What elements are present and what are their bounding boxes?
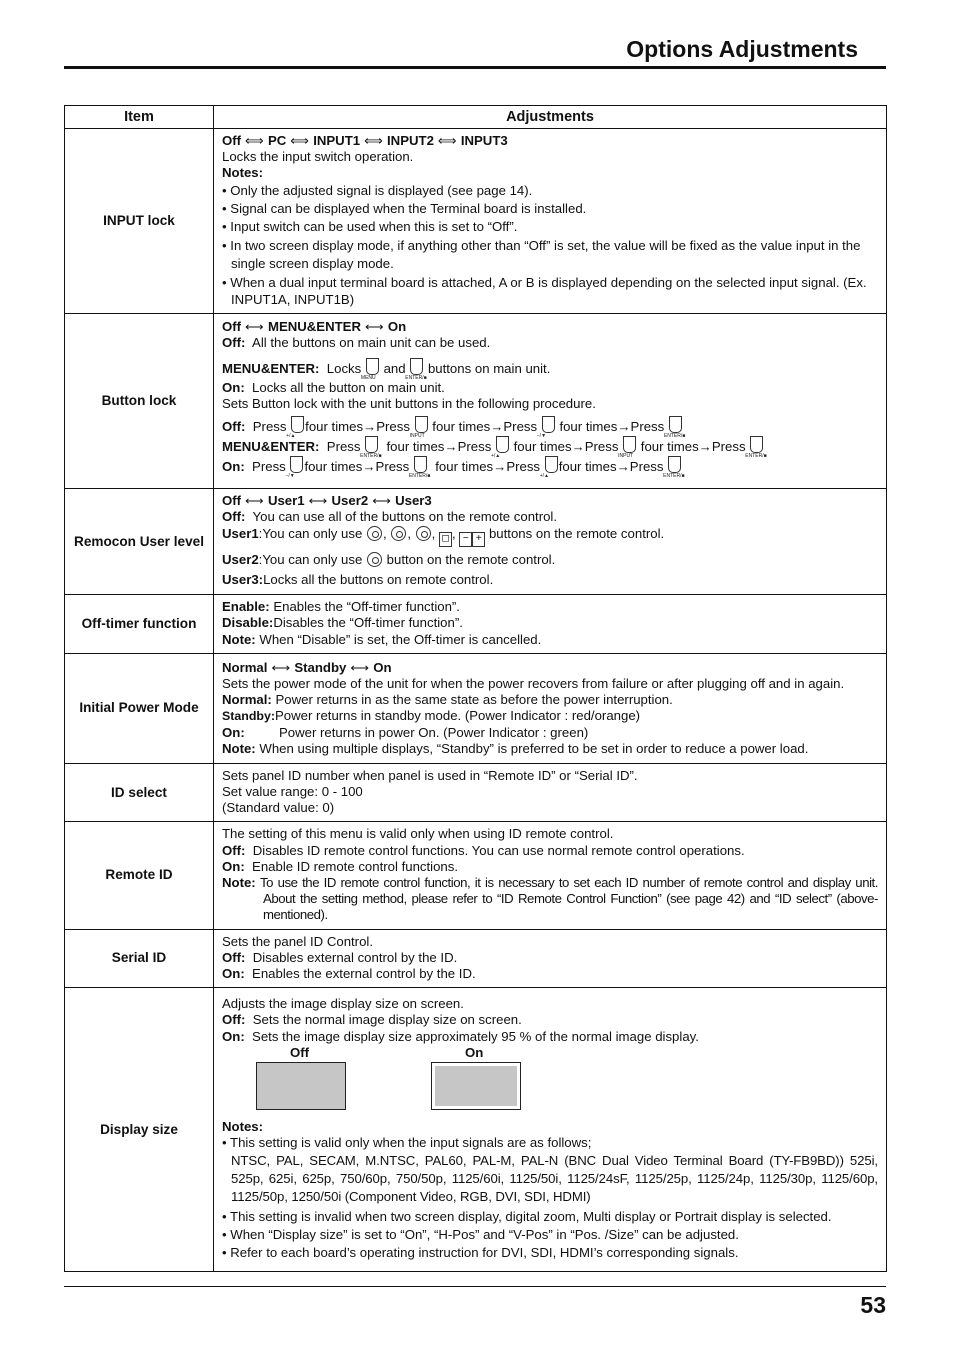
label: MENU&ENTER: <box>222 360 320 376</box>
double-arrow-icon: ⟺ <box>245 133 264 148</box>
input-button-icon: INPUT <box>415 416 428 433</box>
label: Normal: <box>222 692 272 708</box>
plus-button-icon: +/▲ <box>545 456 558 473</box>
text: four times→Press <box>305 419 410 435</box>
text: Disables external control by the ID. <box>252 949 458 965</box>
standby-line <box>222 708 878 724</box>
table-row <box>65 595 887 654</box>
item-serial-id: Serial ID <box>65 929 214 988</box>
text: Press <box>252 419 287 435</box>
adjust-remocon-user-level <box>214 489 887 595</box>
long-arrow-icon: ⟷ <box>350 659 370 675</box>
enter-button-icon: ENTER/■ <box>365 436 378 453</box>
item-display-size: Display size <box>65 988 214 1272</box>
long-arrow-icon: ⟷ <box>245 319 264 335</box>
text: button on the remote control. <box>386 551 556 567</box>
option: INPUT1 <box>313 133 361 148</box>
option-sequence <box>222 493 878 509</box>
enter-button-icon: ENTER/■ <box>668 456 681 473</box>
table-row <box>65 929 887 988</box>
long-arrow-icon: ⟷ <box>372 493 392 509</box>
enter-button-icon: ENTER/■ <box>750 436 763 453</box>
text: four times→Press <box>559 419 665 435</box>
minus-button-icon: −/▼ <box>542 416 555 433</box>
text: Sets the normal image display size on screen. <box>252 1012 522 1028</box>
description: Locks the input switch operation. <box>222 149 414 165</box>
minus-button-icon: −/▼ <box>290 456 303 473</box>
label: Note: <box>222 875 256 891</box>
long-arrow-icon: ⟷ <box>245 493 264 509</box>
off-line <box>222 509 878 525</box>
note-item: • This setting is valid only when the input signals are as follows; <box>222 1135 592 1151</box>
label: On: <box>222 724 245 740</box>
double-arrow-icon: ⟺ <box>290 133 310 148</box>
footer-rule <box>64 1286 886 1287</box>
label: User1 <box>222 525 259 541</box>
text: To use the ID remote control function, it is necessary to set each ID number of remote control and display unit. About the setting method, please refer to “ID Remote Control Function” (see page 42) and “ID select” (above-mentioned). <box>260 875 878 923</box>
text: Sets the image display size approximately 95 % of the normal image display. <box>252 1028 699 1044</box>
option: User3 <box>395 493 432 509</box>
user3-line <box>222 572 878 588</box>
text-line: Sets panel ID number when panel is used in “Remote ID” or “Serial ID”. <box>222 767 638 783</box>
option: INPUT2 <box>387 133 434 148</box>
label: User3: <box>222 571 264 587</box>
option: INPUT3 <box>460 133 508 148</box>
label: On: <box>222 966 245 982</box>
adjust-off-timer <box>214 595 887 654</box>
item-column-header: Item <box>65 106 214 129</box>
option: On <box>373 659 392 675</box>
text-line: The setting of this menu is valid only when using ID remote control. <box>222 826 614 842</box>
text: Enables the “Off-timer function”. <box>273 599 460 615</box>
on-line <box>222 859 878 875</box>
signal-list: NTSC, PAL, SECAM, M.NTSC, PAL60, PAL-M, PAL-N (BNC Dual Video Terminal Board (TY-FB9BD)) 525i, 525p, 625i, 625p, 750/60p, 750/50p, 1125/60i, 1125/50i, 1125/24sF, 1125/25p, 1125/24p, 1125/30p, 1125/60p, 1125/50p, 1250/50i (Component Video, RGB, DVI, SDI, HDMI) <box>231 1153 878 1205</box>
note-item: • Only the adjusted signal is displayed (see page 14). <box>222 182 533 198</box>
user1-line: User1:You can only use , , , ◻ , − + buttons on the remote control. <box>222 526 878 552</box>
long-arrow-icon: ⟷ <box>308 493 328 509</box>
label: Off: <box>222 842 246 858</box>
table-row <box>65 314 887 489</box>
label: Disable: <box>222 615 274 631</box>
text: buttons on the remote control. <box>488 525 665 541</box>
option: Off <box>222 493 242 509</box>
enter-button-icon: ENTER/■ <box>669 416 682 433</box>
option: MENU&ENTER <box>267 319 361 335</box>
off-line <box>222 843 878 859</box>
adjust-remote-id <box>214 822 887 929</box>
label: Off: <box>222 335 246 351</box>
screen-reduced-size <box>431 1062 521 1110</box>
table-row <box>65 988 887 1272</box>
plus-button-icon: +/▲ <box>496 436 509 453</box>
adjust-initial-power-mode <box>214 653 887 763</box>
text: You can use all of the buttons on the remote control. <box>252 509 558 525</box>
text: four times→Press <box>435 459 541 475</box>
text: four times→Press <box>432 419 538 435</box>
on-line <box>222 380 878 396</box>
aspect-button-icon: ◻ <box>439 532 452 547</box>
item-remote-id: Remote ID <box>65 822 214 929</box>
text: Power returns in as the same state as before the power interruption. <box>275 692 673 708</box>
option: On <box>387 319 407 335</box>
adjust-button-lock <box>214 314 887 489</box>
item-id-select: ID select <box>65 763 214 822</box>
adjust-id-select <box>214 763 887 822</box>
text: When “Disable” is set, the Off-timer is cancelled. <box>259 631 542 647</box>
plus-button-icon: +/▲ <box>291 416 304 433</box>
text: Locks all the button on main unit. <box>252 379 445 395</box>
label: Standby: <box>222 709 276 724</box>
adjust-serial-id <box>214 929 887 988</box>
option: User1 <box>267 493 305 509</box>
label: Enable: <box>222 599 270 615</box>
on-line <box>222 966 878 982</box>
text-line: Set value range: 0 - 100 <box>222 784 363 800</box>
option: User2 <box>331 493 369 509</box>
notes-label: Notes: <box>222 1118 264 1134</box>
volume-down-icon: − <box>459 532 472 547</box>
input-button-icon <box>391 526 406 541</box>
figure-on-label: On <box>465 1044 484 1060</box>
screen-normal-size <box>256 1062 346 1110</box>
on-line <box>222 1029 878 1045</box>
option: Off <box>222 319 242 335</box>
label: Off: <box>222 509 246 525</box>
page-title: Options Adjustments <box>626 36 858 62</box>
text: buttons on main unit. <box>427 360 551 376</box>
enable-line <box>222 599 878 615</box>
enter-button-icon: ENTER/■ <box>410 358 423 375</box>
note-item: • Signal can be displayed when the Terminal board is installed. <box>222 200 587 216</box>
option: Standby <box>294 659 347 675</box>
text: :You can only use <box>258 551 363 567</box>
table-row <box>65 763 887 822</box>
adjust-display-size <box>214 988 887 1272</box>
page-number: 53 <box>860 1292 886 1318</box>
label: MENU&ENTER: <box>222 439 320 455</box>
display-size-figure <box>222 1045 878 1119</box>
menu-button-icon: MENU <box>366 358 379 375</box>
off-line <box>222 335 878 351</box>
text: Power returns in standby mode. (Power Indicator : red/orange) <box>275 708 641 724</box>
text: Press <box>326 439 361 455</box>
sequence-menu-enter <box>222 436 878 460</box>
text: All the buttons on main unit can be used. <box>252 335 491 351</box>
note-line <box>222 741 878 757</box>
menu-enter-line <box>222 358 878 380</box>
options-table <box>64 105 887 1272</box>
note-item: • Input switch can be used when this is set to “Off”. <box>222 219 518 235</box>
text: four times→Press <box>640 439 746 455</box>
text: four times→Press <box>304 459 410 475</box>
on-line <box>222 725 878 741</box>
table-row <box>65 489 887 595</box>
figure-off-label: Off <box>290 1044 310 1060</box>
option: Normal <box>222 659 268 675</box>
item-button-lock: Button lock <box>65 314 214 489</box>
text: Locks <box>326 360 362 376</box>
label: Note: <box>222 740 256 756</box>
text: four times→Press <box>513 439 619 455</box>
note-item: • When a dual input terminal board is attached, A or B is displayed depending on the selected input signal. (Ex. INPUT1A, INPUT1B) <box>222 275 867 308</box>
text: :You can only use <box>258 525 363 541</box>
off-line <box>222 950 878 966</box>
text: Power returns in power On. (Power Indicator : green) <box>279 724 589 740</box>
user2-line <box>222 552 878 572</box>
label: Off: <box>222 419 246 435</box>
note-item: • This setting is invalid when two screen display, digital zoom, Multi display or Portrait display is selected. <box>222 1209 832 1225</box>
label: Note: <box>222 631 256 647</box>
option: Off <box>222 133 242 148</box>
notes-label: Notes: <box>222 165 264 181</box>
text-line: Sets the panel ID Control. <box>222 933 374 949</box>
label: On: <box>222 1028 245 1044</box>
text: Disables ID remote control functions. You can use normal remote control operations. <box>252 842 745 858</box>
note-item: • In two screen display mode, if anything other than “Off” is set, the value will be fixed as the value input in the single screen display mode. <box>222 238 861 272</box>
text: Enable ID remote control functions. <box>252 858 459 874</box>
title-rule <box>64 66 886 69</box>
text: Locks all the buttons on remote control. <box>263 571 494 587</box>
option-sequence <box>222 319 878 335</box>
text: four times→Press <box>386 439 492 455</box>
volume-up-icon: + <box>472 532 485 547</box>
description: Sets the power mode of the unit for when the power recovers from failure or after plugging off and in again. <box>222 676 845 692</box>
double-arrow-icon: ⟺ <box>364 133 383 148</box>
label: On: <box>222 379 245 395</box>
text: and <box>383 360 406 376</box>
label: On: <box>222 459 245 475</box>
double-arrow-icon: ⟺ <box>437 133 457 148</box>
text: Disables the “Off-timer function”. <box>273 615 463 631</box>
note-item: • When “Display size” is set to “On”, “H-Pos” and “V-Pos” in “Pos. /Size” can be adjusted. <box>222 1227 739 1243</box>
long-arrow-icon: ⟷ <box>365 319 384 335</box>
label: On: <box>222 858 245 874</box>
label: Off: <box>222 949 246 965</box>
normal-line <box>222 692 878 708</box>
item-remocon-user-level: Remocon User level <box>65 489 214 595</box>
text: Enables the external control by the ID. <box>252 966 476 982</box>
note-block <box>222 875 878 924</box>
off-line <box>222 1012 878 1028</box>
adjust-input-lock <box>214 129 887 314</box>
table-row <box>65 822 887 929</box>
option-sequence <box>222 133 878 149</box>
item-input-lock: INPUT lock <box>65 129 214 314</box>
text-line: Adjusts the image display size on screen. <box>222 996 464 1012</box>
text: four times→Press <box>558 459 664 475</box>
label: Off: <box>222 1012 246 1028</box>
text-line: (Standard value: 0) <box>222 800 335 816</box>
procedure-text: Sets Button lock with the unit buttons in the following procedure. <box>222 395 596 411</box>
power-button-icon <box>367 552 382 567</box>
table-row <box>65 653 887 763</box>
text: Press <box>252 459 286 475</box>
table-row <box>65 129 887 314</box>
label: User2 <box>222 551 259 567</box>
enter-button-icon: ENTER/■ <box>414 456 427 473</box>
text: When using multiple displays, “Standby” is preferred to be set in order to reduce a power load. <box>259 740 809 756</box>
note-item: • Refer to each board’s operating instruction for DVI, SDI, HDMI’s corresponding signals. <box>222 1245 739 1261</box>
sequence-off <box>222 416 878 440</box>
disable-line <box>222 615 878 631</box>
recall-button-icon <box>416 526 431 541</box>
item-off-timer: Off-timer function <box>65 595 214 654</box>
long-arrow-icon: ⟷ <box>271 659 291 675</box>
option: PC <box>267 133 287 148</box>
sequence-on <box>222 456 878 480</box>
note-line <box>222 632 878 648</box>
input-button-icon: INPUT <box>623 436 636 453</box>
option-sequence <box>222 660 878 676</box>
adjustments-column-header: Adjustments <box>214 106 887 129</box>
item-initial-power-mode: Initial Power Mode <box>65 653 214 763</box>
table-header-row <box>65 106 887 129</box>
power-button-icon <box>367 526 382 541</box>
